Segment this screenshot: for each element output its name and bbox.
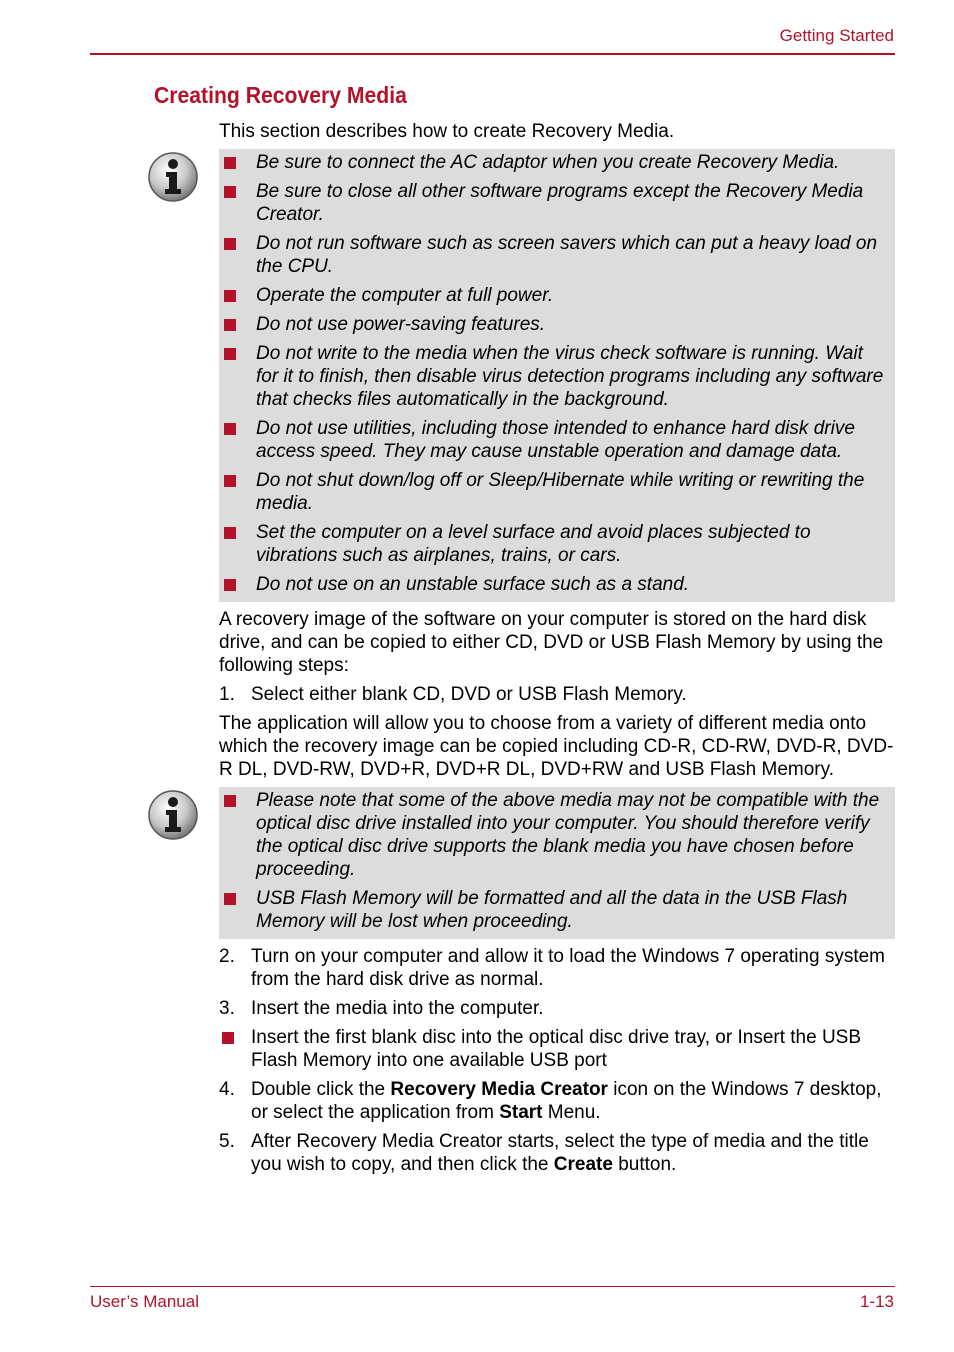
step-number: 5. bbox=[219, 1131, 235, 1152]
recovery-image-paragraph: A recovery image of the software on your computer is stored on the hard disk drive, and can be copied to either CD, DVD or USB Flash Memory by using the following steps: bbox=[219, 609, 884, 676]
info-icon bbox=[147, 151, 199, 203]
note-box-1 bbox=[219, 149, 895, 602]
note-item-text: Be sure to close all other software programs except the Recovery Media Creator. bbox=[256, 181, 864, 225]
note-item bbox=[224, 232, 887, 278]
note-item-text: Be sure to connect the AC adaptor when you create Recovery Media. bbox=[256, 152, 840, 173]
square-bullet-icon bbox=[224, 423, 236, 435]
square-bullet-icon bbox=[224, 157, 236, 169]
info-icon bbox=[147, 789, 199, 841]
step-1 bbox=[219, 683, 895, 706]
step-text-pre: After Recovery Media Creator starts, select the type of media and the title you wish to copy, and then click the bbox=[251, 1131, 869, 1175]
step-5 bbox=[219, 1130, 895, 1176]
note-item bbox=[224, 342, 887, 411]
create-button-label: Create bbox=[553, 1154, 613, 1175]
note-item-text: Do not shut down/log off or Sleep/Hibernate while writing or rewriting the media. bbox=[256, 470, 865, 514]
square-bullet-icon bbox=[224, 579, 236, 591]
footer-manual-title: User’s Manual bbox=[90, 1292, 199, 1311]
note-item-text: Do not use on an unstable surface such as a stand. bbox=[256, 574, 690, 595]
note-box-2 bbox=[219, 787, 895, 939]
step-text-post: Menu. bbox=[542, 1102, 601, 1123]
note-item bbox=[224, 180, 887, 226]
section-title: Creating Recovery Media bbox=[154, 82, 407, 108]
step-number: 3. bbox=[219, 998, 235, 1019]
step-4 bbox=[219, 1078, 895, 1124]
note-item bbox=[224, 284, 887, 307]
step-number: 1. bbox=[219, 684, 235, 705]
media-types-paragraph: The application will allow you to choose from a variety of different media onto which the recovery image can be copied including CD-R, CD-RW, DVD-R, DVD-R DL, DVD-RW, DVD+R, DVD+R DL, DVD+RW and USB Flash Memory. bbox=[219, 713, 894, 780]
footer-page-number: 1-13 bbox=[859, 1292, 894, 1311]
step-text: Insert the media into the computer. bbox=[251, 998, 544, 1019]
note-item-text: USB Flash Memory will be formatted and all the data in the USB Flash Memory will be lost when proceeding. bbox=[256, 888, 848, 932]
note-item bbox=[224, 521, 887, 567]
note-item bbox=[224, 313, 887, 336]
square-bullet-icon bbox=[224, 527, 236, 539]
note-1-list bbox=[224, 151, 887, 596]
square-bullet-icon bbox=[224, 348, 236, 360]
note-item-text: Do not use power-saving features. bbox=[256, 314, 546, 335]
step-text: Turn on your computer and allow it to load the Windows 7 operating system from the hard disk drive as normal. bbox=[251, 946, 886, 990]
step-text-pre: Double click the bbox=[251, 1079, 391, 1100]
recovery-media-creator-label: Recovery Media Creator bbox=[390, 1079, 608, 1100]
step-number: 2. bbox=[219, 946, 235, 967]
note-item-text: Operate the computer at full power. bbox=[256, 285, 554, 306]
bullet-text: Insert the first blank disc into the optical disc drive tray, or Insert the USB Flash Memory into one available USB port bbox=[251, 1027, 862, 1071]
note-item-text: Do not write to the media when the virus check software is running. Wait for it to finish, then disable virus detection programs including any software that checks files automatically in the background. bbox=[256, 343, 884, 410]
intro-paragraph: This section describes how to create Recovery Media. bbox=[219, 121, 675, 142]
note-item bbox=[224, 887, 887, 933]
square-bullet-icon bbox=[224, 893, 236, 905]
square-bullet-icon bbox=[224, 319, 236, 331]
square-bullet-icon bbox=[222, 1032, 234, 1044]
square-bullet-icon bbox=[224, 795, 236, 807]
footer-rule bbox=[90, 1286, 895, 1287]
note-item bbox=[224, 151, 887, 174]
note-item-text: Do not run software such as screen savers which can put a heavy load on the CPU. bbox=[256, 233, 878, 277]
note-item bbox=[224, 469, 887, 515]
square-bullet-icon bbox=[224, 238, 236, 250]
start-menu-label: Start bbox=[499, 1102, 543, 1123]
square-bullet-icon bbox=[224, 290, 236, 302]
step-2 bbox=[219, 945, 895, 991]
step-3 bbox=[219, 997, 895, 1020]
square-bullet-icon bbox=[224, 186, 236, 198]
step-text-post: button. bbox=[612, 1154, 677, 1175]
square-bullet-icon bbox=[224, 475, 236, 487]
step-3-bullet bbox=[219, 1026, 895, 1072]
step-text: Select either blank CD, DVD or USB Flash Memory. bbox=[251, 684, 687, 705]
step-text-mid: icon on the Windows 7 desktop, or select the application from bbox=[251, 1079, 882, 1123]
note-item bbox=[224, 417, 887, 463]
note-2-list bbox=[224, 789, 887, 933]
note-item-text: Please note that some of the above media may not be compatible with the optical disc drive installed into your computer. You should therefore verify the optical disc drive supports the blank media you have chosen before proceeding. bbox=[256, 790, 880, 880]
main-content bbox=[219, 120, 895, 1182]
header-rule bbox=[90, 53, 895, 55]
note-item bbox=[224, 789, 887, 881]
note-item-text: Do not use utilities, including those intended to enhance hard disk drive access speed. They may cause unstable operation and damage data. bbox=[256, 418, 855, 462]
step-number: 4. bbox=[219, 1079, 235, 1100]
note-item-text: Set the computer on a level surface and avoid places subjected to vibrations such as airplanes, trains, or cars. bbox=[256, 522, 811, 566]
note-item bbox=[224, 573, 887, 596]
header-section-title: Getting Started bbox=[779, 26, 894, 45]
